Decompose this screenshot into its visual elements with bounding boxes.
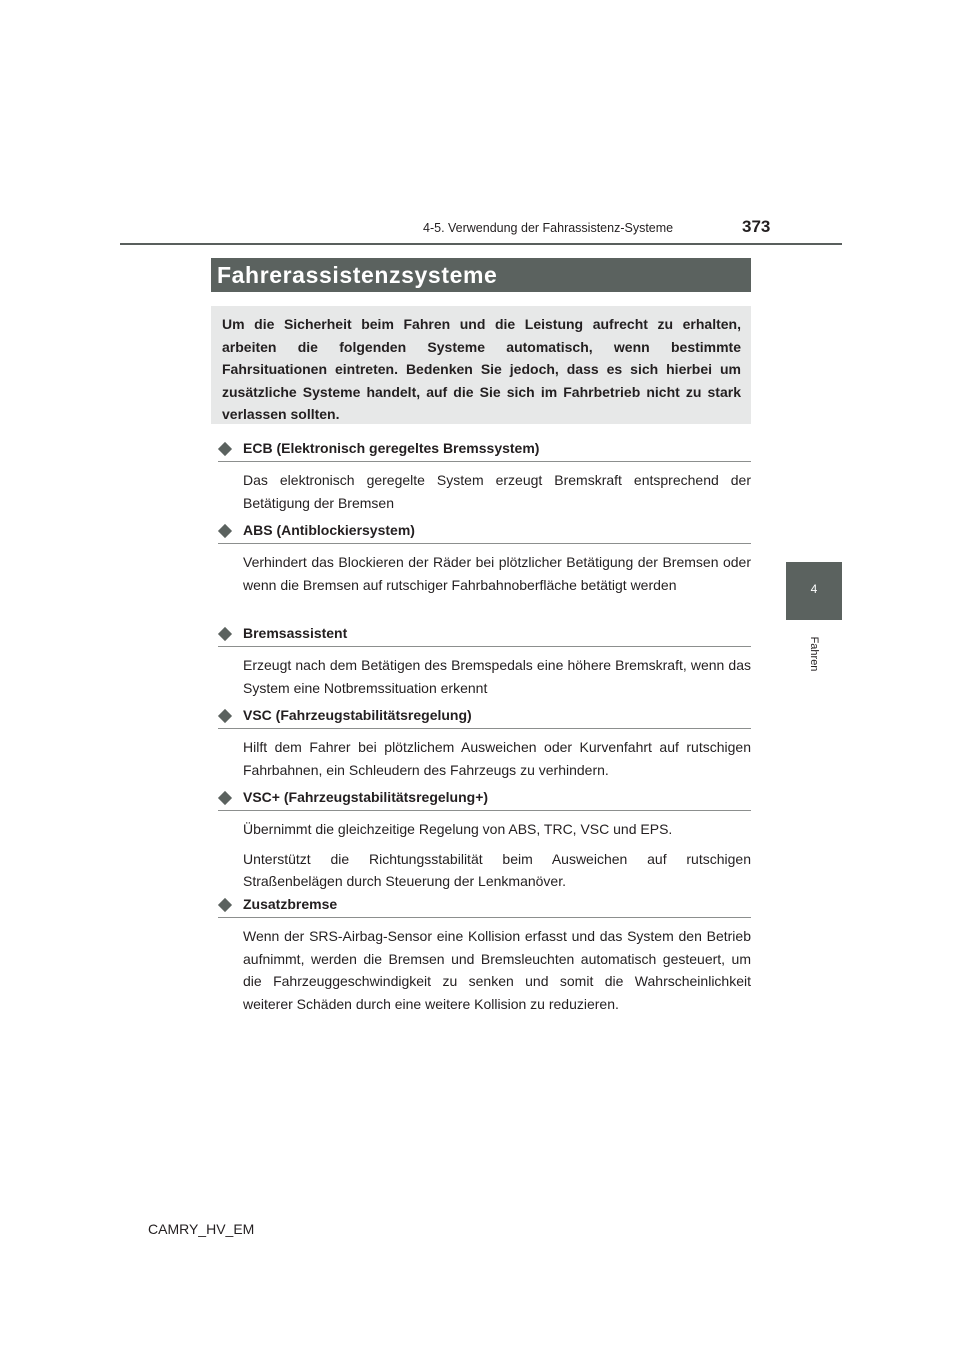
section-heading bbox=[218, 789, 751, 811]
page-number: 373 bbox=[742, 217, 771, 236]
section-text: Wenn der SRS-Airbag-Sensor eine Kollision erfasst und das System den Betrieb aufnimmt, werden die Bremsen und Bremsleuchten automatisch gesteuert, um die Fahrzeuggeschwindigkeit zu senken und somit die Wahrscheinlichkeit weiterer Schäden durch eine weitere Kollision zu reduzieren. bbox=[243, 928, 751, 1012]
diamond-bullet-icon bbox=[218, 898, 232, 912]
page-title: Fahrerassistenzsysteme bbox=[217, 262, 498, 288]
diamond-bullet-icon bbox=[218, 709, 232, 723]
section-title: VSC+ (Fahrzeugstabilitätsregelung+) bbox=[243, 789, 489, 805]
intro-box bbox=[211, 306, 751, 424]
diamond-bullet-icon bbox=[218, 627, 232, 641]
chapter-tab bbox=[786, 562, 842, 620]
diamond-bullet-icon bbox=[218, 791, 232, 805]
section-vsc bbox=[218, 707, 751, 781]
chapter-number: 4 bbox=[810, 582, 818, 596]
header-divider bbox=[120, 243, 842, 245]
section-title: Zusatzbremse bbox=[243, 896, 338, 912]
intro-text: Um die Sicherheit beim Fahren und die Leistung aufrecht zu erhalten, arbeiten die folgenden Systeme automatisch, wenn bestimmte Fahrsituationen eintreten. Bedenken Sie jedoch, dass es sich hierbei um zusätzliche Systeme handelt, auf die Sie sich im Fahrbetrieb nicht zu stark verlassen sollten. bbox=[222, 316, 741, 422]
section-abs bbox=[218, 522, 751, 596]
chapter-label: Fahren bbox=[808, 636, 820, 672]
section-text: Verhindert das Blockieren der Räder bei plötzlicher Betätigung der Bremsen oder wenn die Bremsen auf rutschiger Fahrbahnoberfläche betätigt werden bbox=[243, 554, 751, 593]
section-title: Bremsassistent bbox=[243, 625, 348, 641]
diamond-bullet-icon bbox=[218, 524, 232, 538]
section-text: Übernimmt die gleichzeitige Regelung von ABS, TRC, VSC und EPS. bbox=[243, 821, 673, 837]
section-ecb bbox=[218, 440, 751, 514]
section-title: ABS (Antiblockiersystem) bbox=[243, 522, 415, 538]
section-heading bbox=[218, 522, 751, 544]
section-vsc-plus bbox=[218, 789, 751, 893]
section-heading bbox=[218, 625, 751, 647]
section-text: Hilft dem Fahrer bei plötzlichem Ausweichen oder Kurvenfahrt auf rutschigen Fahrbahnen, ein Schleudern des Fahrzeugs zu verhindern. bbox=[243, 739, 751, 778]
section-title: ECB (Elektronisch geregeltes Bremssystem) bbox=[243, 440, 540, 456]
running-header-section: 4-5. Verwendung der Fahrassistenz-Systeme bbox=[423, 221, 674, 235]
diamond-bullet-icon bbox=[218, 442, 232, 456]
section-heading bbox=[218, 707, 751, 729]
footer-model-code: CAMRY_HV_EM bbox=[148, 1221, 255, 1237]
section-text: Das elektronisch geregelte System erzeugt Bremskraft entsprechend der Betätigung der Bremsen bbox=[243, 472, 751, 511]
section-heading bbox=[218, 440, 751, 462]
section-text: Erzeugt nach dem Betätigen des Bremspedals eine höhere Bremskraft, wenn das System eine Notbremssituation erkennt bbox=[243, 657, 751, 696]
section-supplementary-brake bbox=[218, 896, 751, 1015]
section-title: VSC (Fahrzeugstabilitätsregelung) bbox=[243, 707, 472, 723]
section-brake-assist bbox=[218, 625, 751, 699]
section-text: Unterstützt die Richtungsstabilität beim Ausweichen auf rutschigen Straßenbelägen durch Steuerung der Lenkmanöver. bbox=[243, 850, 751, 889]
chapter-label-container bbox=[806, 632, 822, 676]
section-heading bbox=[218, 896, 751, 918]
page-title-bar bbox=[211, 258, 751, 292]
